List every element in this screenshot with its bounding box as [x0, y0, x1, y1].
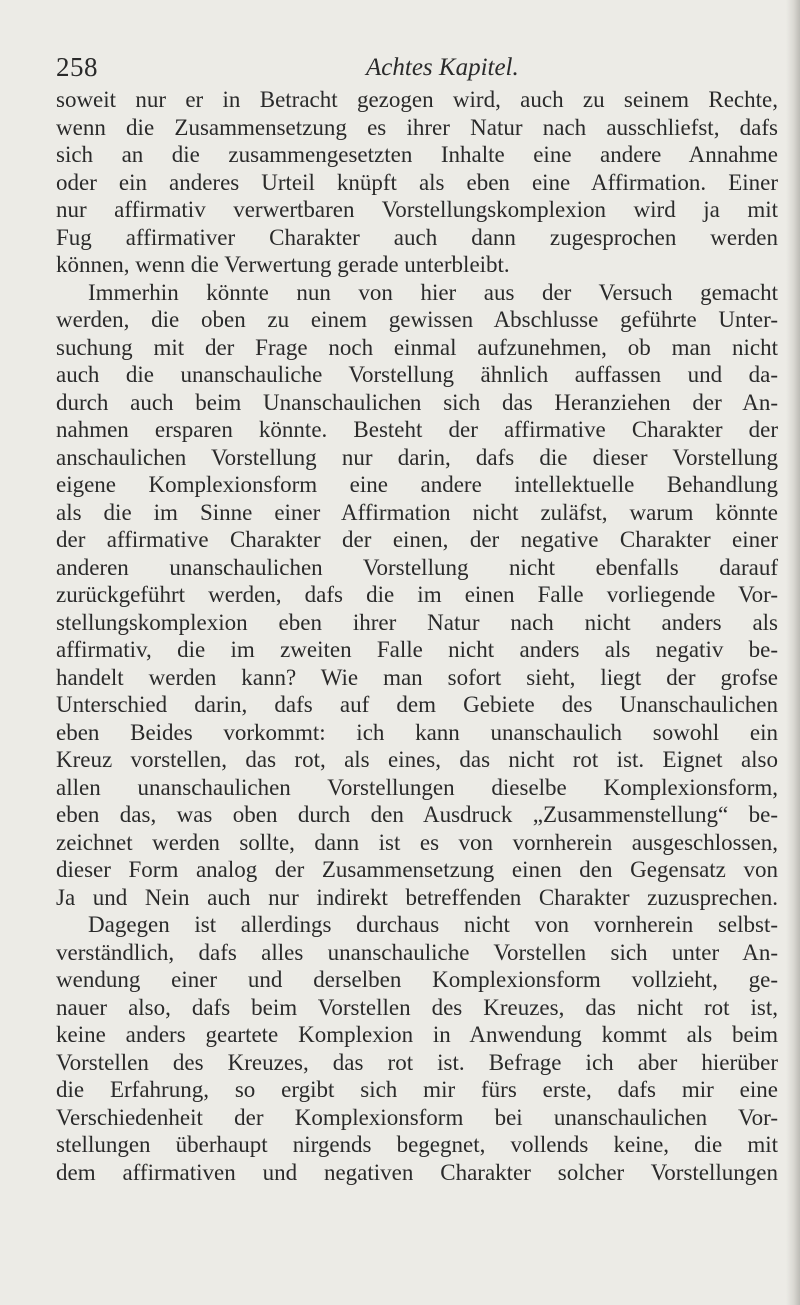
text-line: zurückgeführt werden, dafs die im einen Falle vorliegende Vor-: [56, 582, 778, 607]
text-line: Verschiedenheit der Komplexionsform bei unanschaulichen Vor-: [56, 1104, 778, 1130]
text-line: wenn die Zusammensetzung es ihrer Natur nach ausschliefst, dafs: [56, 114, 778, 140]
text-line: auch die unanschauliche Vorstellung ähnlich auffassen und da-: [56, 362, 778, 387]
text-line: anderen unanschaulichen Vorstellung nicht ebenfalls darauf: [56, 554, 778, 580]
text-line: als die im Sinne einer Affirmation nicht zuläfst, warum könnte: [56, 499, 778, 525]
body-text: [56, 86, 778, 1186]
text-line: nahmen ersparen könnte. Besteht der affirmative Charakter der: [56, 417, 778, 442]
text-line: nur affirmativ verwertbaren Vorstellungskomplexion wird ja mit: [56, 197, 778, 222]
text-line: Unterschied darin, dafs auf dem Gebiete des Unanschaulichen: [56, 692, 778, 717]
text-line: sich an die zusammengesetzten Inhalte eine andere Annahme: [56, 142, 778, 167]
text-line: nauer also, dafs beim Vorstellen des Kreuzes, das nicht rot ist,: [56, 994, 778, 1020]
running-title: Achtes Kapitel.: [366, 54, 519, 81]
text-line: soweit nur er in Betracht gezogen wird, auch zu seinem Rechte,: [56, 87, 778, 112]
text-line: zeichnet werden sollte, dann ist es von vornherein ausgeschlossen,: [56, 829, 778, 855]
text-line: dieser Form analog der Zusammensetzung einen den Gegensatz von: [56, 857, 778, 882]
text-line: Dagegen ist allerdings durchaus nicht von vornherein selbst-: [88, 912, 778, 937]
text-line: eben Beides vorkommt: ich kann unanschaulich sowohl ein: [56, 719, 778, 745]
text-line: affirmativ, die im zweiten Falle nicht anders als negativ be-: [56, 637, 778, 662]
text-line: verständlich, dafs alles unanschauliche Vorstellen sich unter An-: [56, 939, 778, 965]
text-line: der affirmative Charakter der einen, der negative Charakter einer: [56, 527, 778, 552]
text-line: keine anders geartete Komplexion in Anwendung kommt als beim: [56, 1022, 778, 1047]
text-line: eigene Komplexionsform eine andere intellektuelle Behandlung: [56, 472, 778, 497]
text-line: Kreuz vorstellen, das rot, als eines, das nicht rot ist. Eignet also: [56, 747, 778, 772]
text-line: können, wenn die Verwertung gerade unterbleibt.: [56, 252, 510, 277]
text-line: handelt werden kann? Wie man sofort sieht, liegt der grofse: [56, 664, 778, 690]
text-line: Immerhin könnte nun von hier aus der Versuch gemacht: [88, 279, 778, 305]
text-line: eben das, was oben durch den Ausdruck „Zusammenstellung“ be-: [56, 802, 778, 827]
text-line: die Erfahrung, so ergibt sich mir fürs erste, dafs mir eine: [56, 1077, 778, 1102]
text-line: dem affirmativen und negativen Charakter solcher Vorstellungen: [56, 1159, 778, 1185]
text-line: werden, die oben zu einem gewissen Abschlusse geführte Unter-: [56, 307, 778, 332]
text-line: suchung mit der Frage noch einmal aufzunehmen, ob man nicht: [56, 334, 778, 360]
text-line: oder ein anderes Urteil knüpft als eben eine Affirmation. Einer: [56, 169, 778, 195]
text-line: anschaulichen Vorstellung nur darin, dafs die dieser Vorstellung: [56, 444, 778, 470]
text-line: Vorstellen des Kreuzes, das rot ist. Befrage ich aber hierüber: [56, 1049, 778, 1075]
page-number: 258: [56, 52, 98, 82]
text-line: Ja und Nein auch nur indirekt betreffenden Charakter zuzusprechen.: [56, 884, 778, 910]
text-line: stellungskomplexion eben ihrer Natur nach nicht anders als: [56, 609, 778, 635]
page-edge-shadow: [786, 0, 800, 1305]
text-line: Fug affirmativer Charakter auch dann zugesprochen werden: [56, 224, 778, 250]
text-line: durch auch beim Unanschaulichen sich das Heranziehen der An-: [56, 389, 778, 415]
text-line: wendung einer und derselben Komplexionsform vollzieht, ge-: [56, 967, 778, 992]
text-line: allen unanschaulichen Vorstellungen dieselbe Komplexionsform,: [56, 774, 778, 800]
text-line: stellungen überhaupt nirgends begegnet, vollends keine, die mit: [56, 1132, 778, 1157]
